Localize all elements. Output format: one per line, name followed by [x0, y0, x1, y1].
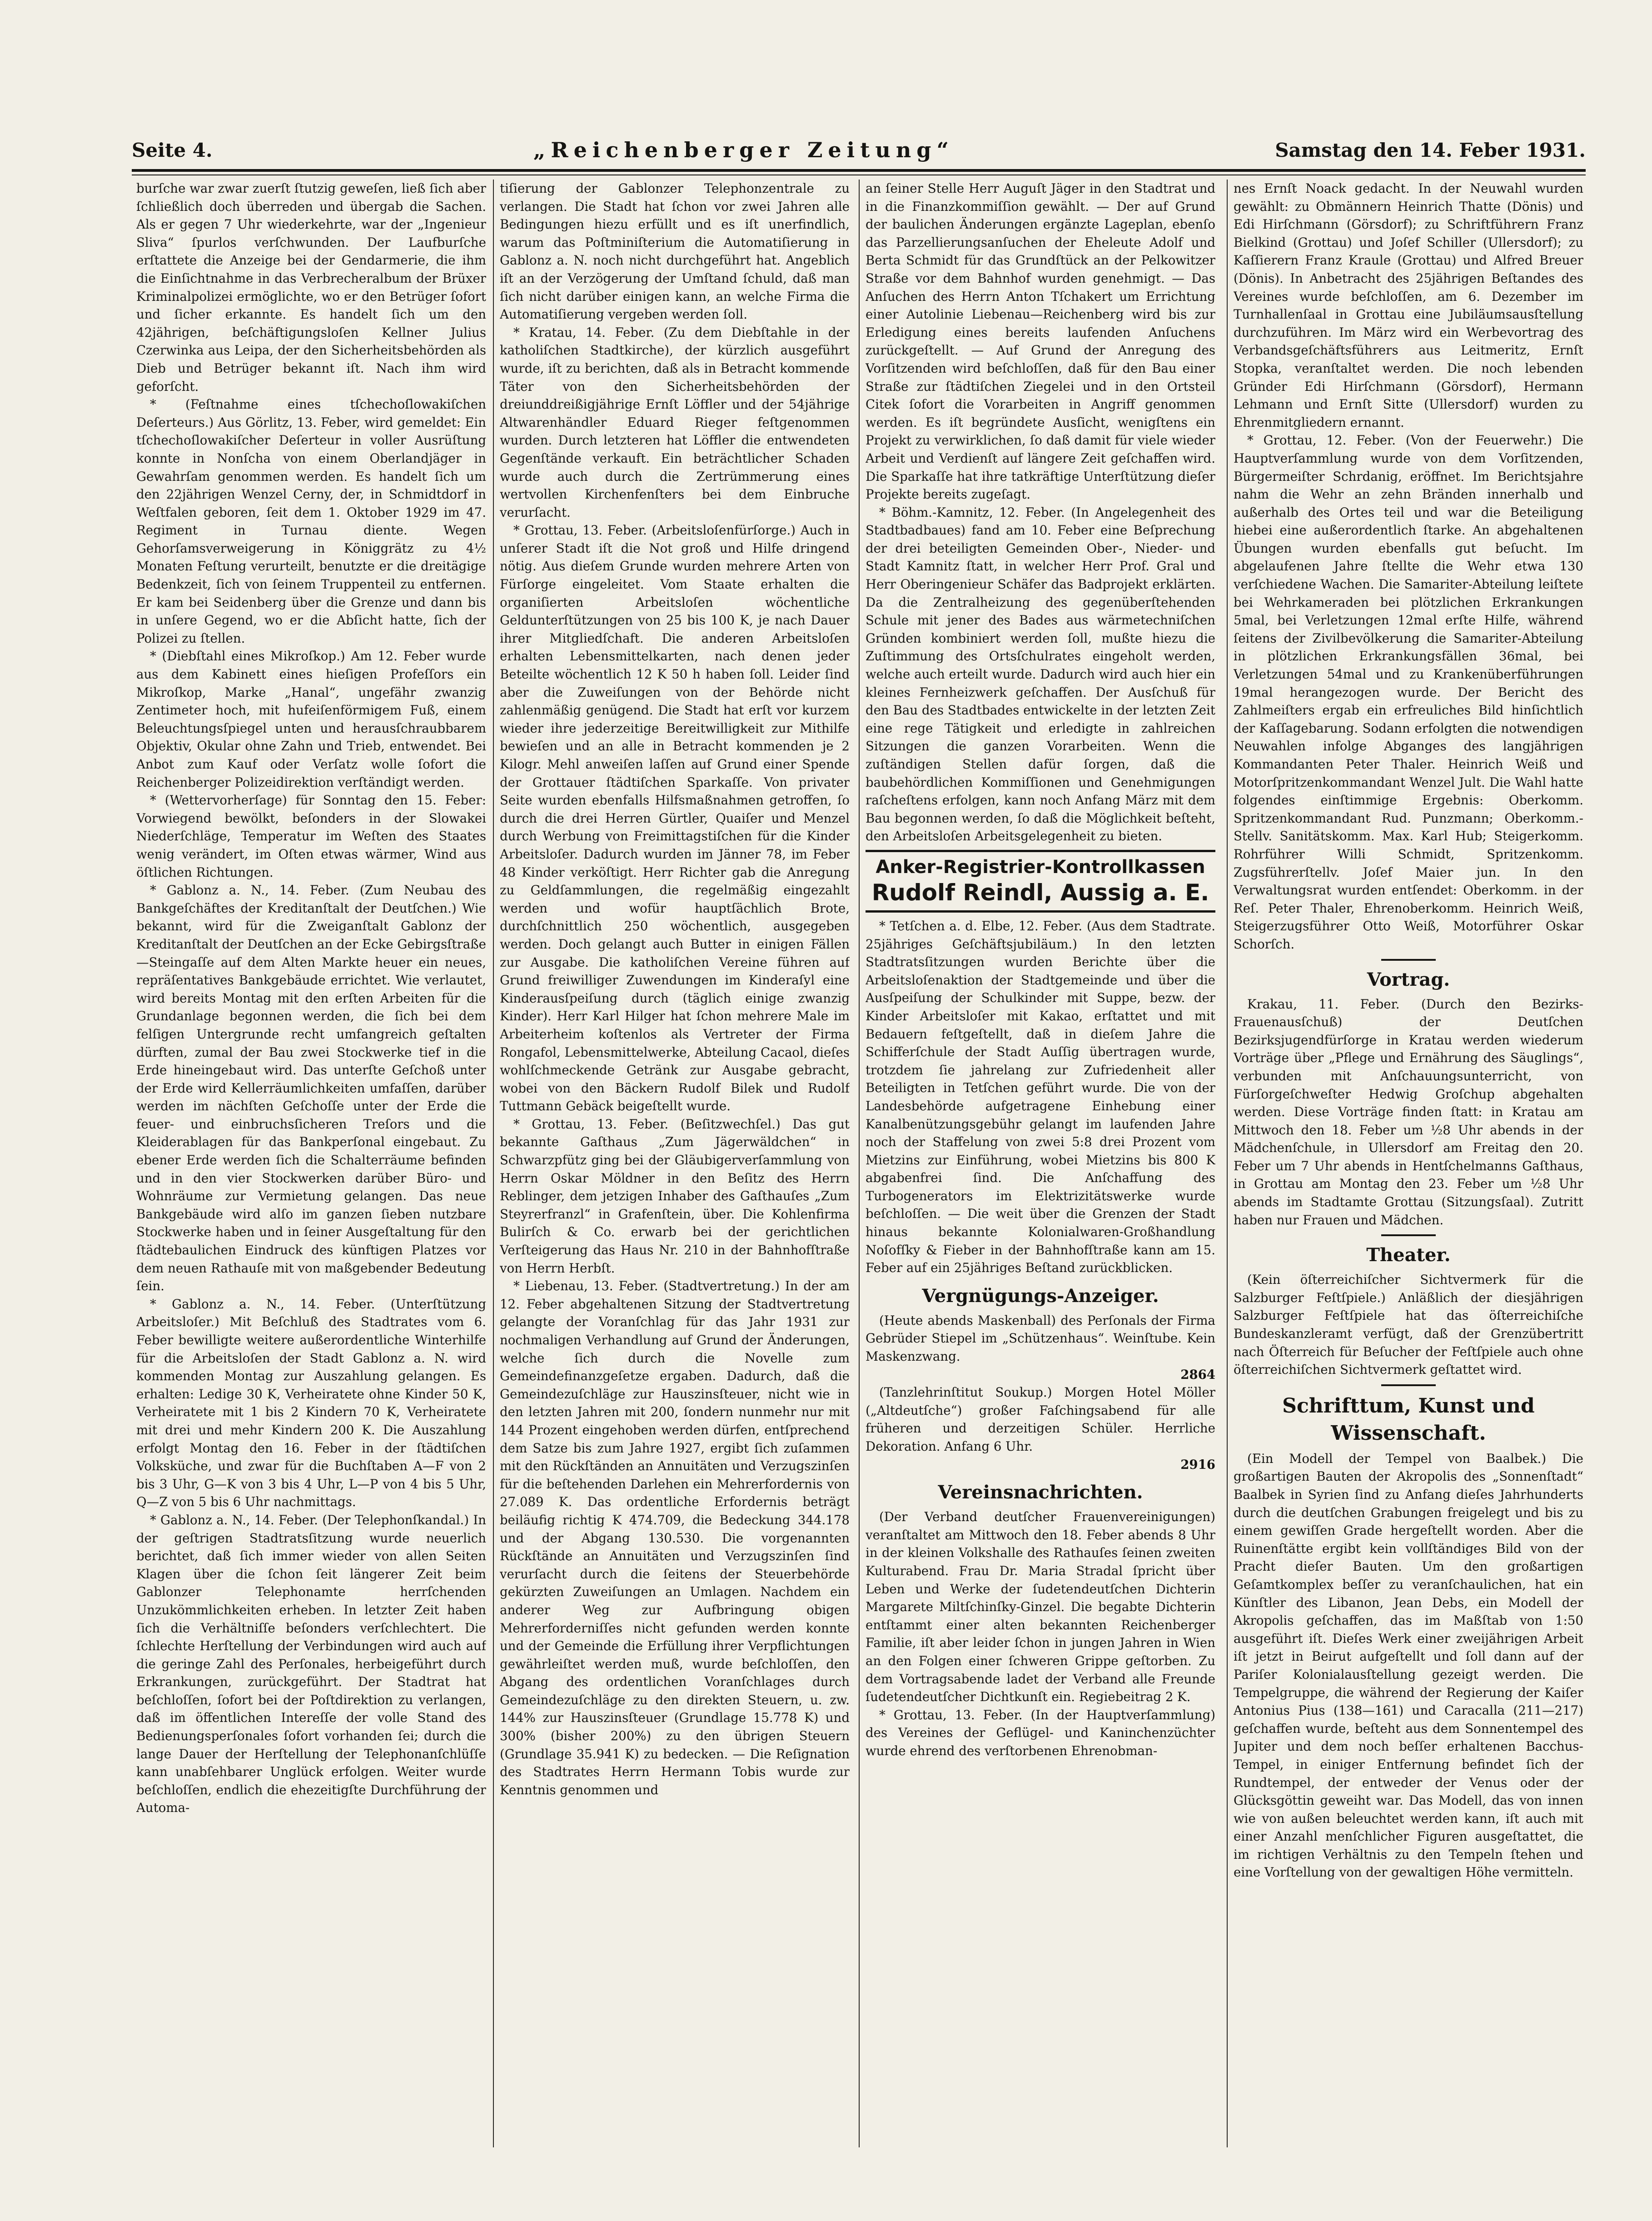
article-paragraph: * Gablonz a. N., 14. Feber. (Der Telephonſkandal.) In der geſtrigen Stadtratsſitzung wurde neuerlich berichtet, daß ſich immer wieder von allen Seiten Klagen über die ſchon ſeit längerer Zeit beim Gablonzer Telephonamte herrſchenden Unzukömmlichkeiten erheben. In letzter Zeit haben ſich die Verhältniſſe beſonders verſchlechtert. Die ſchlechte Herſtellung der Verbindungen wird auch auf die geringe Zahl des Perſonales, herbeigeführt durch Erkrankungen, zurückgeführt. Der Stadtrat hat beſchloſſen, ſofort bei der Poſtdirektion zu verlangen, daß im öffentlichen Intereſſe der volle Stand des Bedienungsperſonales ſofort vorhanden ſei; durch die lange Dauer der Herſtellung der Telephonanſchlüſſe kann unabſehbarer Unglück erfolgen. Weiter wurde beſchloſſen, endlich die ehezeitigſte Durchführung der Automa- [136, 1512, 486, 1816]
article-paragraph: Krakau, 11. Feber. (Durch den Bezirks-Frauenausſchuß) der Deutſchen Bezirksjugendfürſorge in Kratau werden wiederum Vorträge über „Pflege und Ernährung des Säuglings“, verbunden mit Anſchauungsunterricht, von Fürſorgeſchweſter Hedwig Groſchup abgehalten werden. Diese Vorträge finden ſtatt: in Kratau am Mittwoch den 18. Feber um ½8 Uhr abends in der Mädchenſchule, in Ullersdorf am Freitag den 20. Feber um 7 Uhr abends in Hentſchelmanns Gaſthaus, in Grottau am Montag den 23. Feber um ½8 Uhr abends im Stadtamte Grottau (Sitzungsſaal). Zutritt haben nur Frauen und Mädchen. [1234, 996, 1583, 1228]
article-paragraph: * (Wettervorherſage) für Sonntag den 15. Feber: Vorwiegend bewölkt, beſonders in der Slowakei Niederſchläge, Temperatur im Weſten des Staates wenig verändert, im Oſten etwas wärmer, Wind aus öſtlichen Richtungen. [136, 793, 486, 880]
notice-number: 2916 [1180, 1457, 1215, 1472]
article-paragraph: * Grottau, 13. Feber. (Beſitzwechſel.) Das gut bekannte Gaſthaus „Zum Jägerwäldchen“ in Schwarzpfütz ging bei der Gläubigerverſammlung von Herrn Oskar Möldner in den Beſitz des Herrn Reblinger, dem jetzigen Inhaber des Gaſthauſes „Zum Steyrerfranzl“ in Grafenſtein, über. Die Kohlenfirma Bulirſch & Co. erwarb bei der gerichtlichen Verſteigerung das Haus Nr. 210 in der Bahnhofſtraße von Herrn Herbſt. [500, 1116, 850, 1276]
column-divider [1227, 180, 1228, 2147]
column-divider [493, 180, 494, 2147]
article-paragraph: * (Diebſtahl eines Mikroſkop.) Am 12. Feber wurde aus dem Kabinett eines hieſigen Profeſſors ein Mikroſkop, Marke „Hanal“, ungefähr zwanzig Zentimeter hoch, mit hufeiſenförmigem Fuß, einem Beleuchtungsſpiegel unten und herausſchraubbarem Objektiv, Okular ohne Zahn und Trieb, entwendet. Bei Anbot zum Kauf oder Verſatz wolle ſofort die Reichenberger Polizeidirektion verſtändigt werden. [136, 649, 486, 790]
section-divider [1381, 959, 1436, 961]
article-paragraph: * Grottau, 12. Feber. (Von der Feuerwehr.) Die Hauptverſammlung wurde von dem Vorſitzenden, Bürgermeiſter Schrdanig, eröffnet. Im Berichtsjahre nahm die Wehr an zehn Bränden innerhalb und außerhalb des Ortes teil und war die Beteiligung hiebei eine außerordentlich ſtarke. An abgehaltenen Übungen wurden ebenfalls gut beſucht. Im abgelaufenen Jahre ſtellte die Wehr etwa 130 verſchiedene Wachen. Die Samariter-Abteilung leiſtete bei Wehrkameraden bei plötzlichen Erkrankungen 5mal, bei Verletzungen 12mal erſte Hilfe, während ſeitens der Zivilbevölkerung die Samariter-Abteilung in plötzlichen Erkrankungsfällen 36mal, bei Verletzungen 54mal und zu Krankenüberführungen 19mal herangezogen wurde. Der Bericht des Zahlmeiſters ergab ein erfreuliches Bild hinſichtlich der Kaſſagebarung. Sodann erfolgten die notwendigen Neuwahlen infolge Abganges des langjährigen Kommandanten Peter Thaler. Heinrich Weiß und Motorſpritzenkommandant Wenzel Jult. Die Wahl hatte folgendes einſtimmige Ergebnis: Oberkomm. Spritzenkommandant Rud. Punzmann; Oberkomm.-Stellv. Sanitätskomm. Max. Karl Hub; Steigerkomm. Rohrführer Willi Schmidt, Spritzenkomm. Zugsführerſtellv. Joſef Maier jun. In den Verwaltungsrat wurden entſendet: Oberkomm. in der Reſ. Peter Thaler, Ehrenoberkomm. Heinrich Weiß, Steigerzugsführer Otto Weiß, Motorführer Oskar Schorſch. [1234, 433, 1583, 952]
article-paragraph: burſche war zwar zuerſt ſtutzig geweſen, ließ ſich aber ſchließlich doch überreden und übergab die Sachen. Als er gegen 7 Uhr wiederkehrte, war der „Ingenieur Sliva“ ſpurlos verſchwunden. Der Laufburſche erſtattete die Anzeige bei der Gendarmerie, die ihm die Einſichtnahme in das Verbrecheralbum der Brüxer Kriminalpolizei ermöglichte, wo er den Betrüger ſofort und ſicher erkannte. Es handelt ſich um den 42jährigen, beſchäftigungsloſen Kellner Julius Czerwinka aus Leipa, der den Sicherheitsbehörden als Dieb und Betrüger bekannt iſt. Nach ihm wird geforſcht. [136, 181, 486, 394]
notice-paragraph: (Heute abends Maskenball) des Perſonals der Firma Gebrüder Stiepel im „Schützenhaus“. Weinſtube. Kein Maskenzwang. [866, 1313, 1215, 1364]
article-paragraph: * (Feſtnahme eines tſchechoſlowakiſchen Deſerteurs.) Aus Görlitz, 13. Feber, wird gemeldet: Ein tſchechoſlowakiſcher Deſerteur in voller Ausrüſtung konnte in Nonſcha von einem Oberlandjäger in Gewahrſam genommen werden. Es handelt ſich um den 22jährigen Wenzel Cerny, der, in Schmidtdorf in Weſtfalen geboren, ſeit dem 1. Oktober 1929 im 47. Regiment in Turnau diente. Wegen Gehorſamsverweigerung in Königgrätz zu 4½ Monaten Feſtung verurteilt, benutzte er die dreitägige Bedenkzeit, ſich von ſeinem Truppenteil zu entfernen. Er kam bei Seidenberg über die Grenze und dann bis in unſere Gegend, wo er die Abſicht hatte, ſich der Polizei zu ſtellen. [136, 397, 486, 646]
article-paragraph: tiſierung der Gablonzer Telephonzentrale zu verlangen. Die Stadt hat ſchon vor zwei Jahren alle Bedingungen hiezu erfüllt und es iſt unerfindlich, warum das Poſtminiſterium die Automatiſierung in Gablonz a. N. noch nicht durchgeführt hat. Angeblich iſt an der Verzögerung der Umſtand ſchuld, daß man ſich nicht darüber einigen kann, an welche Firma die Automatiſierung vergeben werden ſoll. [500, 181, 850, 322]
section-heading-theater: Theater. [1366, 1244, 1451, 1266]
notice-paragraph: (Der Verband deutſcher Frauenvereinigungen) veranſtaltet am Mittwoch den 18. Feber abends 8 Uhr in der kleinen Volkshalle des Rathauſes ſeinen zweiten Kulturabend. Frau Dr. Maria Stradal ſpricht über Leben und Werke der ſudetendeutſchen Dichterin Margarete Miltſchinſky-Ginzel. Die begabte Dichterin entſtammt einer alten bekannten Reichenberger Familie, iſt aber leider ſchon in jungen Jahren in Wien an den Folgen einer ſchweren Grippe geſtorben. Zu dem Vortragsabende ladet der Verband alle Freunde ſudetendeutſcher Dichtkunſt ein. Regiebeitrag 2 K. [866, 1509, 1215, 1705]
article-paragraph: * Tetſchen a. d. Elbe, 12. Feber. (Aus dem Stadtrate. 25jähriges Geſchäftsjubiläum.) In den letzten Stadtratsſitzungen wurden Berichte über die Arbeitsloſenaktion der Stadtgemeinde und über die Ausſpeiſung der Schulkinder mit Suppe, bezw. der Kinder Arbeitsloſer mit Kakao, erſtattet und mit Bedauern feſtgeſtellt, daß in dieſem Jahre die Schifferſchule der Stadt Auſſig übertragen wurde, trotzdem ſie jahrelang zur Zufriedenheit aller Beteiligten in Tetſchen geführt wurde. Die von der Landesbehörde aufgetragene Einhebung einer Kanalbenützungsgebühr gelangt im laufenden Jahre noch der Staffelung von zwei 5:8 drei Prozent vom Mietzins zur Einführung, wobei Mietzins bis 800 K abgabenfrei ſind. Die Anſchaffung des Turbogenerators im Elektrizitätswerke wurde beſchloſſen. — Die weit über die Grenzen der Stadt hinaus bekannte Kolonialwaren-Großhandlung Noſofſky & Fieber in der Bahnhofſtraße kann am 15. Feber auf ein 25jähriges Beſtand zurückblicken. [866, 918, 1215, 1276]
article-paragraph: (Ein Modell der Tempel von Baalbek.) Die großartigen Bauten der Akropolis des „Sonnenſtadt“ Baalbek in Syrien ſind zu Anfang dieſes Jahrhunderts durch die deutſchen Grabungen freigelegt und bis zu einem gewiſſen Grade hergeſtellt worden. Aber die Ruinenſtätte ergibt kein vollſtändiges Bild von der Pracht dieſer Bauten. Um den großartigen Geſamtkomplex beſſer zu veranſchaulichen, hat ein Künſtler des Libanon, Jean Debs, ein Modell der Akropolis geſchaffen, das im Maßſtab von 1:50 ausgeführt iſt. Dieſes Werk einer zweijährigen Arbeit iſt jetzt in Beirut aufgeſtellt und ſoll dann auf der Pariſer Kolonialausſtellung gezeigt werden. Die Tempelgruppe, die während der Regierung der Kaiſer Antonius Pius (138—161) und Caracalla (211—217) geſchaffen wurde, beſteht aus dem Sonnentempel des Jupiter und dem noch beſſer erhaltenen Bacchus-Tempel, in einiger Entfernung befindet ſich der Rundtempel, der entweder der Venus oder der Glücksgöttin geweiht war. Das Modell, das von innen wie von außen beleuchtet werden kann, iſt auch mit einer Anzahl menſchlicher Figuren ausgeſtattet, die im richtigen Verhältnis zu den Tempeln ſtehen und eine Vorſtellung von der gewaltigen Höhe vermitteln. [1234, 1451, 1583, 1880]
newspaper-title: „Reichenberger Zeitung“ [533, 138, 954, 162]
section-heading-vortrag: Vortrag. [1367, 968, 1450, 990]
notice-paragraph: (Tanzlehrinſtitut Soukup.) Morgen Hotel Möller („Altdeutſche“) großer Faſchingsabend für alle früheren und derzeitigen Schüler. Herrliche Dekoration. Anfang 6 Uhr. [866, 1385, 1215, 1454]
article-paragraph: * Gablonz a. N., 14. Feber. (Zum Neubau des Bankgeſchäftes der Kreditanſtalt der Deutſchen.) Wie bekannt, wird für die Zweiganſtalt Gablonz der Kreditanſtalt der Deutſchen an der Ecke Gebirgsſtraße—Steingaſſe auf dem Alten Markte heuer ein neues, repräſentatives Bankgebäude errichtet. Wie verlautet, wird bereits Montag mit den erſten Arbeiten für die Grundanlage begonnen werden, die ſich bei dem felſigen Untergrunde recht umfangreich geſtalten dürften, zumal der Bau zwei Stockwerke tief in die Erde hineingebaut wird. Das unterſte Geſchoß unter der Erde wird Kellerräumlichkeiten umfaſſen, darüber werden im nächſten Geſchoſſe unter der Erde die feuer- und einbruchsſicheren Treſors und die Kleiderablagen für das Bankperſonal eingebaut. Zu ebener Erde werden ſich die Schalterräume befinden und in den vier Stockwerken darüber Büro- und Wohnräume zur Vermietung gelangen. Das neue Bankgebäude wird alſo im ganzen ſieben nutzbare Stockwerke haben und in ſeiner Ausgeſtaltung für den ſtädtebaulichen Eindruck des künftigen Platzes vor dem neuen Rathauſe mit von maßgebender Bedeutung ſein. [136, 883, 486, 1294]
notice-paragraph: * Grottau, 13. Feber. (In der Hauptverſammlung) des Vereines der Geflügel- und Kaninchenzüchter wurde ehrend des verſtorbenen Ehrenobman- [866, 1707, 1215, 1758]
section-heading-vereine: Vereinsnachrichten. [938, 1482, 1143, 1503]
article-paragraph: * Böhm.-Kamnitz, 12. Feber. (In Angelegenheit des Stadtbadbaues) fand am 10. Feber eine Beſprechung der drei beteiligten Gemeinden Ober-, Nieder- und Stadt Kamnitz ſtatt, in welcher Herr Prof. Gral und Herr Oberingenieur Schäfer das Badprojekt erklärten. Da die Zentralheizung des gegenüberſtehenden Schule mit jener des Bades aus wärmetechniſchen Gründen kombiniert werden ſoll, mußte hiezu die Zuſtimmung des Ortsſchulrates eingeholt werden, welche auch erteilt wurde. Dadurch wird auch hier ein kleines Fernheizwerk geſchaffen. Der Ausſchuß für den Bau des Stadtbades entwickelte in der letzten Zeit eine rege Tätigkeit und erledigte in zahlreichen Sitzungen die ganzen Vorarbeiten. Wenn die zuſtändigen Stellen dafür ſorgen, daß die baubehördlichen Kommiſſionen und Genehmigungen raſcheſtens erfolgen, kann noch Anfang März mit dem Bau begonnen werden, ſo daß die Möglichkeit beſteht, den Arbeitsloſen Arbeitsgelegenheit zu bieten. [866, 504, 1215, 844]
section-heading-kunst: Schrifttum, Kunst und Wissenschaft. [1282, 1394, 1535, 1445]
article-paragraph: (Kein öſterreichiſcher Sichtvermerk für die Salzburger Feſtſpiele.) Anläßlich der diesjährigen Salzburger Feſtſpiele hat das öſterreichiſche Bundeskanzleramt verfügt, daß der Grenzübertritt nach Öſterreich für Beſucher der Feſtſpiele auch ohne öſterreichiſchen Sichtvermerk geſtattet wird. [1234, 1272, 1583, 1378]
ad-line-1: Anker-Registrier-Kontrollkassen [876, 856, 1205, 878]
issue-date: Samstag den 14. Feber 1931. [1275, 139, 1586, 161]
column-1 [136, 180, 486, 2147]
section-heading-vergnuegungen: Vergnügungs-Anzeiger. [922, 1285, 1159, 1307]
section-divider [1381, 1384, 1436, 1386]
article-paragraph: nes Ernſt Noack gedacht. In der Neuwahl wurden gewählt: zu Obmännern Heinrich Thatte (Dönis) und Edi Hirſchmann (Görsdorf); zu Schriftführern Franz Bielkind (Grottau) und Joſef Schiller (Ullersdorf); zu Kaſſierern Franz Kraule (Grottau) und Alfred Breuer (Dönis). In Anbetracht des 25jährigen Beſtandes des Vereines wurde beſchloſſen, am 6. Dezember im Turnhallenſaal in Grottau eine Jubiläumsausſtellung durchzuführen. Im März wird ein Werbevortrag des Verbandsgeſchäftsführers aus Leitmeritz, Ernſt Stopka, veranſtaltet werden. Die noch lebenden Gründer Edi Hirſchmann (Görsdorf), Hermann Lehmann und Ernſt Sitte (Ullersdorf) wurden zu Ehrenmitgliedern ernannt. [1234, 181, 1583, 430]
section-divider [1381, 1234, 1436, 1236]
advertisement-box [866, 850, 1215, 913]
column-2 [500, 180, 850, 2147]
header-rule [132, 169, 1586, 172]
column-3 [866, 180, 1215, 2147]
masthead [132, 132, 1586, 168]
page-number: Seite 4. [132, 139, 213, 161]
article-paragraph: * Grottau, 13. Feber. (Arbeitsloſenfürſorge.) Auch in unſerer Stadt iſt die Not groß und Hilfe dringend nötig. Aus dieſem Grunde wurden mehrere Arten von Fürſorge eingeleitet. Vom Staate erhalten die organiſierten Arbeitsloſen wöchentliche Geldunterſtützungen von 25 bis 100 K, je nach Dauer ihrer Mitgliedſchaft. Die anderen Arbeitsloſen erhalten Lebensmittelkarten, nach denen jeder Beteilte wöchentlich 12 K 50 h haben ſoll. Leider ſind aber die Zuweiſungen von der Behörde nicht zahlenmäßig genügend. Die Stadt hat erſt vor kurzem wieder ihre jederzeitige Bereitwilligkeit zur Mithilfe bewieſen und an alle in Betracht kommenden je 2 Kilogr. Mehl anweiſen laſſen auf Grund einer Spende der Grottauer ſtädtiſchen Sparkaſſe. Von privater Seite wurden ebenfalls Hilfsmaßnahmen getroffen, ſo durch die drei Herren Gürtler, Quaiſer und Menzel durch Werbung von Freimittagstiſchen für die Kinder Arbeitsloſer. Dadurch wurden im Jänner 78, im Feber 48 Kinder verköſtigt. Herr Richter gab die Anregung zu Geldſammlungen, die regelmäßig eingezahlt werden und wofür hauptſächlich Brote, durchſchnittlich 250 wöchentlich, ausgegeben werden. Doch gelangt auch Butter in einigen Fällen zur Ausgabe. Die katholiſchen Vereine führen auf Grund freiwilliger Zuwendungen im Kinderaſyl eine Kinderausſpeiſung durch (täglich einige zwanzig Kinder). Herr Karl Hilger hat ſchon mehrere Male im Arbeiterheim koſtenlos als Vertreter der Firma Rongafol, Lebensmittelwerke, Abteilung Cacaol, dieſes wohlſchmeckende Getränk zur Ausgabe gebracht, wobei von den Bäckern Rudolf Bilek und Rudolf Tuttmann Gebäck beigeſtellt wurde. [500, 523, 850, 1114]
article-paragraph: * Liebenau, 13. Feber. (Stadtvertretung.) In der am 12. Feber abgehaltenen Sitzung der Stadtvertretung gelangte der Voranſchlag für das Jahr 1931 zur nochmaligen Verhandlung auf Grund der Änderungen, welche ſich durch die Novelle zum Gemeindefinanzgeſetze ergaben. Dadurch, daß die Gemeindezuſchläge zur Hauszinsſteuer, nicht wie in den letzten Jahren mit 200, ſondern nunmehr nur mit 144 Prozent eingehoben werden dürfen, entſprechend dem Satze bis zum Jahre 1927, ergibt ſich zuſammen mit den Rückſtänden an Annuitäten und Verzugszinſen für die beſtehenden Darlehen ein Mehrerfordernis von 27.089 K. Das ordentliche Erfordernis beträgt beiläufig richtig K 474.709, die Bedeckung 344.178 und der Abgang 130.530. Die vorgenannten Rückſtände an Annuitäten und Verzugszinſen ſind verurſacht durch die ſeitens der Steuerbehörde gekürzten Zuweiſungen an Umlagen. Nachdem ein anderer Weg zur Aufbringung obigen Mehrerforderniſſes nicht gefunden werden konnte und der Gemeinde die Erfüllung ihrer Verpflichtungen gewährleiſtet werden muß, wurde beſchloſſen, den Abgang des ordentlichen Voranſchlages durch Gemeindezuſchläge zu den direkten Steuern, u. zw. 144% zur Hauszinsſteuer (Grundlage 15.778 K) und 300% (bisher 200%) zu den übrigen Steuern (Grundlage 35.941 K) zu bedecken. — Die Reſignation des Stadtrates Herrn Hermann Tobis wurde zur Kenntnis genommen und [500, 1278, 850, 1797]
article-paragraph: * Gablonz a. N., 14. Feber. (Unterſtützung Arbeitsloſer.) Mit Beſchluß des Stadtrates vom 6. Feber bewilligte weitere außerordentliche Winterhilfe für die Arbeitsloſen der Stadt Gablonz a. N. wird kommenden Montag zur Auszahlung gelangen. Es erhalten: Ledige 30 K, Verheiratete ohne Kinder 50 K, Verheiratete mit 1 bis 2 Kindern 70 K, Verheiratete mit drei und mehr Kindern 200 K. Die Auszahlung erfolgt Montag den 16. Feber in der ſtädtiſchen Volksküche, und zwar für die Buchſtaben A—F von 2 bis 3 Uhr, G—K von 3 bis 4 Uhr, L—P von 4 bis 5 Uhr, Q—Z von 5 bis 6 Uhr nachmittags. [136, 1296, 486, 1510]
notice-number: 2864 [1180, 1367, 1215, 1382]
column-4 [1234, 180, 1583, 2147]
ad-line-2: Rudolf Reindl, Aussig a. E. [871, 879, 1209, 906]
article-paragraph: an ſeiner Stelle Herr Auguſt Jäger in den Stadtrat und in die Finanzkommiſſion gewählt. — Der auf Grund der baulichen Änderungen ergänzte Lageplan, ebenſo das Parzellierungsanſuchen der Eheleute Adolf und Berta Schmidt für das Grundſtück an der Pelkowitzer Straße vor dem Bahnhof wurden genehmigt. — Das Anſuchen des Herrn Anton Tſchakert um Errichtung einer Autolinie Liebenau—Reichenberg wird bis zur Erledigung eines bereits laufenden Anſuchens zurückgeſtellt. — Auf Grund der Anregung des Vorſitzenden wird beſchloſſen, daß für den Bau einer Straße zur ſtädtiſchen Ziegelei und in den Ortsteil Citek ſofort die Vorarbeiten in Angriff genommen werden. Es iſt begründete Ausſicht, wenigſtens ein Projekt zu verwirklichen, ſo daß damit für viele wieder Arbeit und Verdienſt auf längere Zeit geſchaffen wird. Die Sparkaſſe hat ihre tatkräftige Unterſtützung dieſer Projekte bereits zugeſagt. [866, 181, 1215, 502]
column-divider [859, 180, 860, 2147]
article-paragraph: * Kratau, 14. Feber. (Zu dem Diebſtahle in der katholiſchen Stadtkirche), der kürzlich ausgeführt wurde, iſt zu berichten, daß als in Betracht kommende Täter von den Sicherheitsbehörden der dreiunddreißigjährige Ernſt Löffler und der 54jährige Altwarenhändler Eduard Rieger feſtgenommen wurden. Durch letzteren hat Löffler die entwendeten Gegenſtände verkauft. Ein beträchtlicher Schaden wurde auch durch die Zertrümmerung eines wertvollen Kirchenfenſters bei dem Einbruche verurſacht. [500, 324, 850, 520]
